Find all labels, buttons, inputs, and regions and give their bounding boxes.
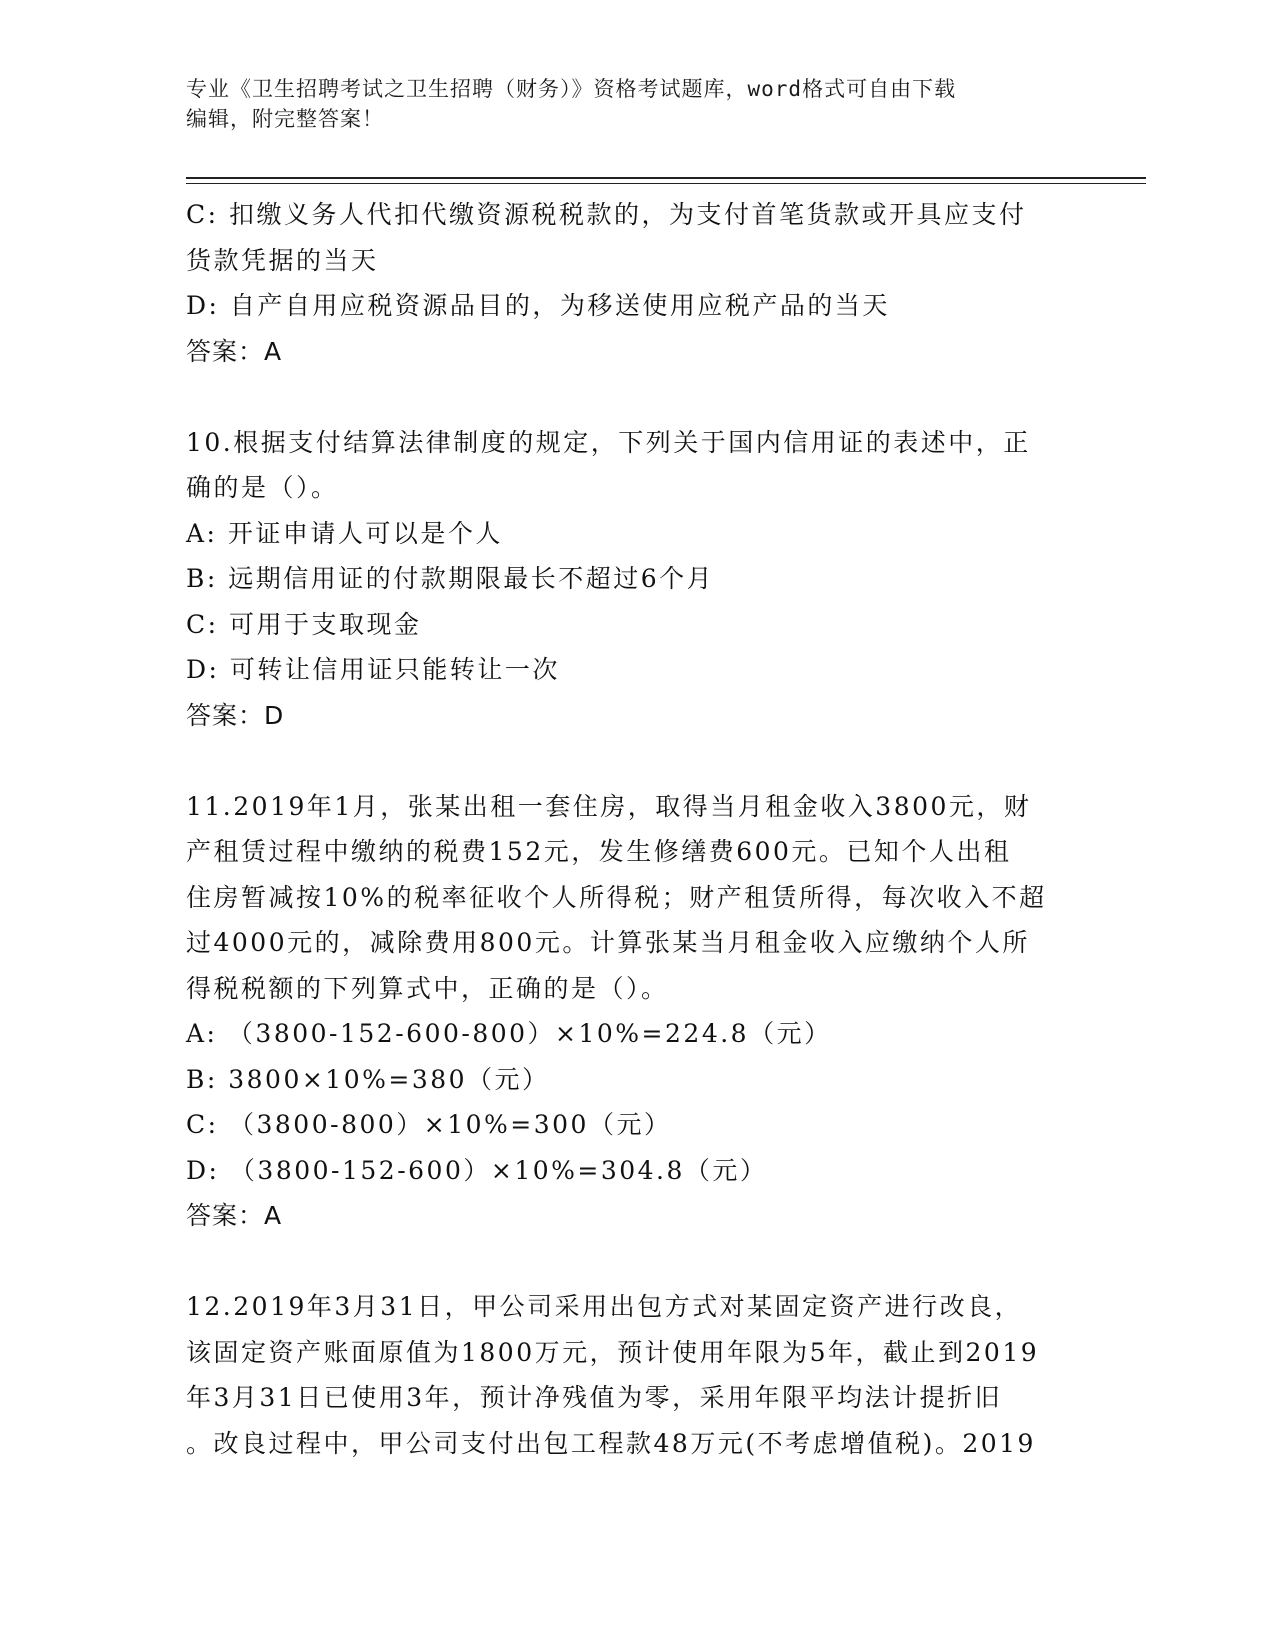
question-stem-line-4: 。改良过程中，甲公司支付出包工程款48万元(不考虑增值税)。2019 xyxy=(186,1428,1036,1458)
header-divider-thin xyxy=(186,183,1146,184)
answer: 答案：D xyxy=(186,700,285,730)
question-stem-line-2: 该固定资产账面原值为1800万元，预计使用年限为5年，截止到2019 xyxy=(186,1337,1040,1367)
question-stem-line-2: 确的是（）。 xyxy=(186,473,339,502)
question-stem-line-1: 11.2019年1月，张某出租一套住房，取得当月租金收入3800元，财 xyxy=(186,791,1032,821)
question-9-tail xyxy=(186,192,1086,374)
option-d: D: 可转让信用证只能转让一次 xyxy=(186,655,560,684)
question-stem-line-3: 年3月31日已使用3年，预计净残值为零，采用年限平均法计提折旧 xyxy=(186,1383,1003,1412)
question-10 xyxy=(186,420,1086,739)
question-stem-line-4: 过4000元的，减除费用800元。计算张某当月租金收入应缴纳个人所 xyxy=(186,928,1030,957)
document-body xyxy=(186,192,1086,1466)
spacer xyxy=(186,1239,1086,1285)
document-header xyxy=(186,74,1086,134)
header-line-2: 编辑，附完整答案！ xyxy=(186,107,384,131)
option-a: A: 开证申请人可以是个人 xyxy=(186,518,503,548)
spacer xyxy=(186,738,1086,784)
option-d: D: （3800-152-600）×10%=304.8（元） xyxy=(186,1155,768,1185)
option-c: C: 可用于支取现金 xyxy=(186,609,422,639)
option-b: B: 3800×10%=380（元） xyxy=(186,1064,550,1094)
option-a: A: （3800-152-600-800）×10%=224.8（元） xyxy=(186,1019,832,1048)
question-stem-line-3: 住房暂减按10%的税率征收个人所得税；财产租赁所得，每次收入不超 xyxy=(186,882,1047,912)
question-11 xyxy=(186,784,1086,1239)
question-stem-line-1: 12.2019年3月31日，甲公司采用出包方式对某固定资产进行改良， xyxy=(186,1292,1023,1321)
question-stem-line-2: 产租赁过程中缴纳的税费152元，发生修缮费600元。已知个人出租 xyxy=(186,837,1012,866)
question-12 xyxy=(186,1284,1086,1466)
header-divider-thick xyxy=(186,177,1146,179)
spacer xyxy=(186,374,1086,420)
header-line-1: 专业《卫生招聘考试之卫生招聘（财务）》资格考试题库，word格式可自由下载 xyxy=(186,77,957,101)
question-stem-line-5: 得税税额的下列算式中，正确的是（）。 xyxy=(186,973,669,1003)
question-stem-line-1: 10.根据支付结算法律制度的规定，下列关于国内信用证的表述中，正 xyxy=(186,427,1031,457)
option-c: C: （3800-800）×10%=300（元） xyxy=(186,1110,672,1139)
answer: 答案：A xyxy=(186,336,283,366)
option-c-line-2: 货款凭据的当天 xyxy=(186,245,379,275)
option-c-line-1: C: 扣缴义务人代扣代缴资源税税款的，为支付首笔货款或开具应支付 xyxy=(186,200,1027,229)
option-b: B: 远期信用证的付款期限最长不超过6个月 xyxy=(186,564,715,593)
answer: 答案：A xyxy=(186,1201,283,1230)
option-d: D: 自产自用应税资源品目的，为移送使用应税产品的当天 xyxy=(186,291,890,320)
